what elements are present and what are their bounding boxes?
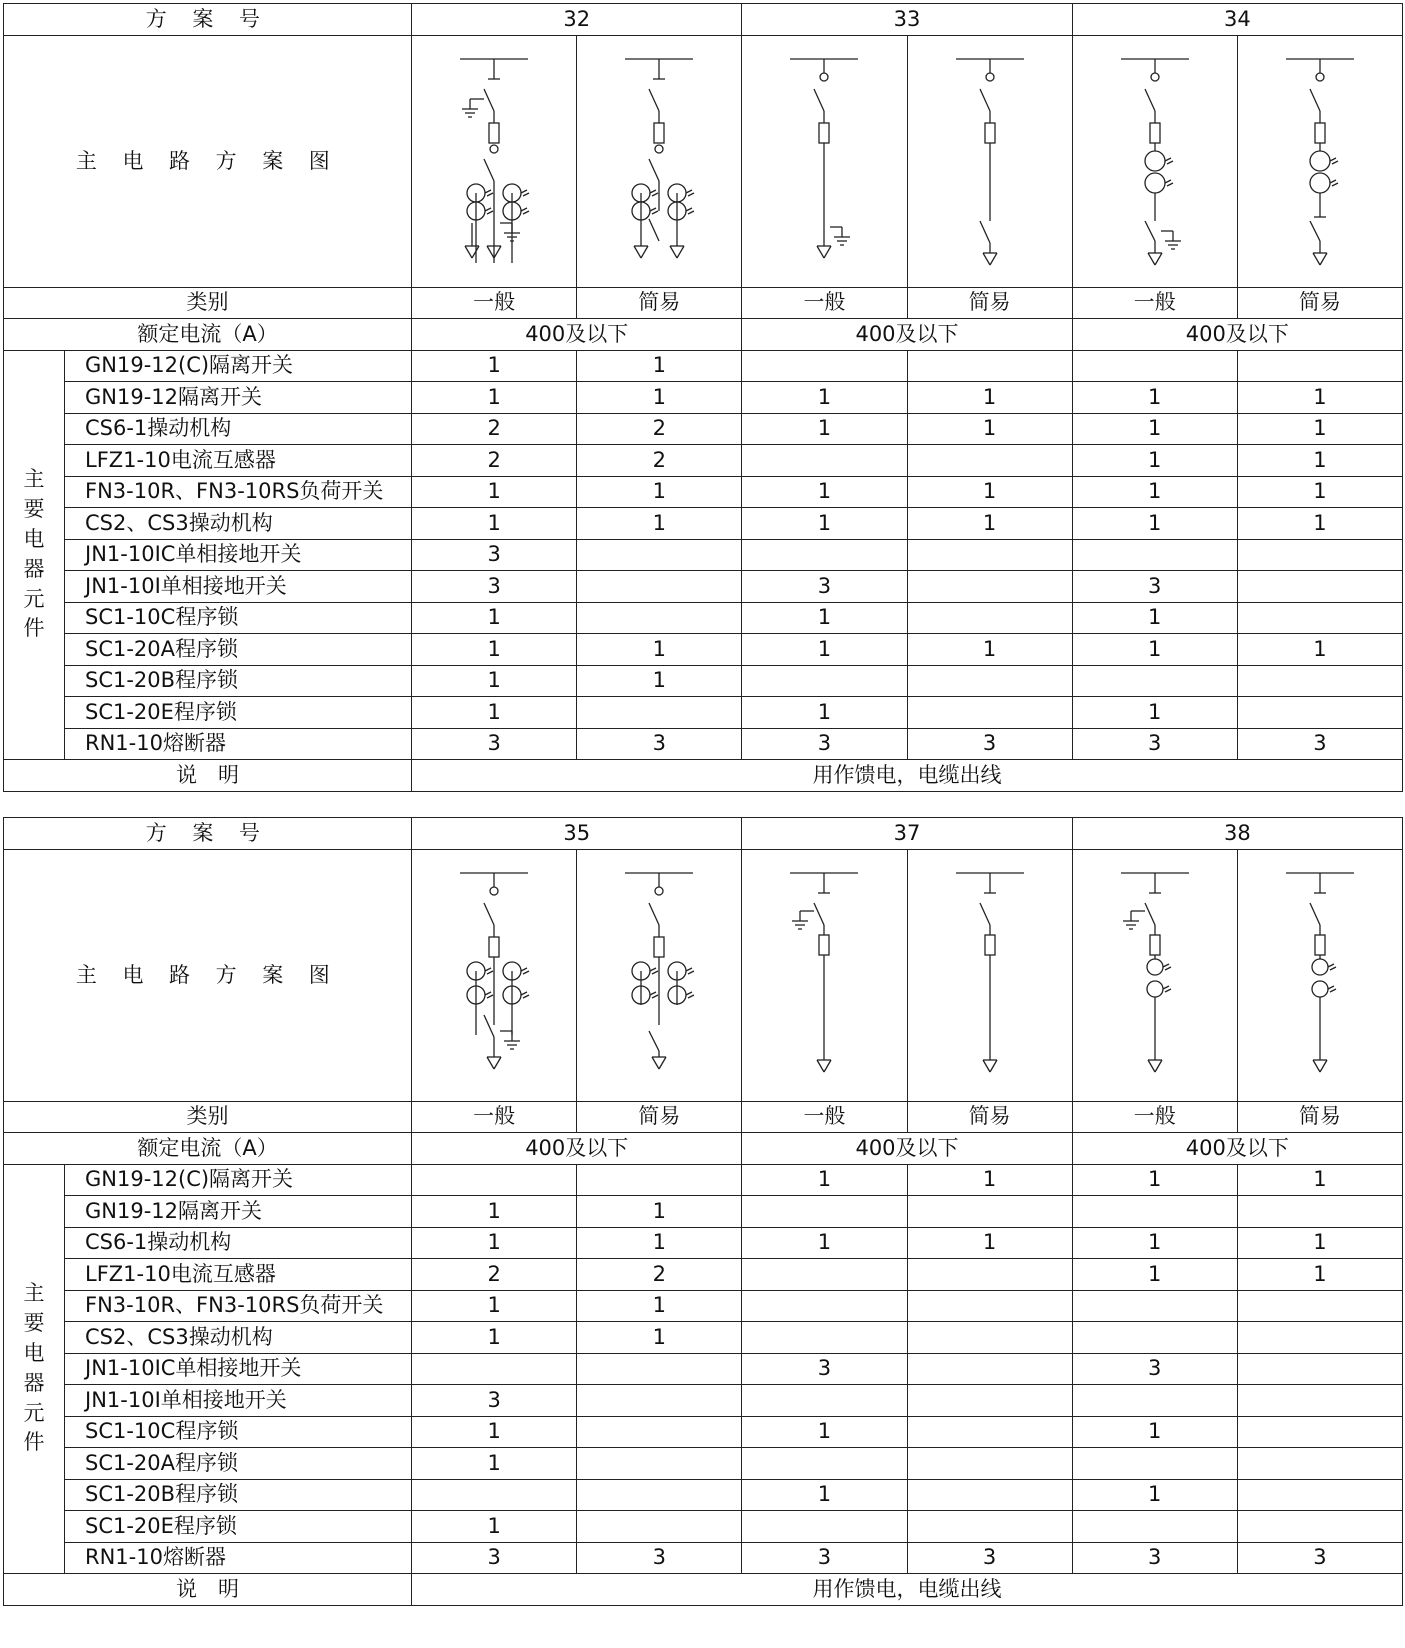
component-quantity: 1 — [1072, 1416, 1237, 1448]
table-row — [4, 382, 1403, 414]
component-quantity: 3 — [577, 1542, 742, 1574]
component-quantity: 1 — [1072, 602, 1237, 634]
note-text: 用作馈电，电缆出线 — [412, 1574, 1403, 1606]
note-row — [4, 1574, 1403, 1606]
component-quantity: 2 — [412, 1259, 577, 1291]
component-quantity: 1 — [1072, 1227, 1237, 1259]
component-quantity: 3 — [1072, 571, 1237, 603]
table-row — [4, 1479, 1403, 1511]
table-row — [4, 1542, 1403, 1574]
component-quantity: 1 — [1237, 508, 1402, 540]
table-row — [4, 728, 1403, 760]
component-name: LFZ1-10电流互感器 — [65, 1259, 412, 1291]
component-quantity — [1237, 1196, 1402, 1228]
component-quantity — [742, 1259, 907, 1291]
component-name: CS2、CS3操动机构 — [65, 1322, 412, 1354]
component-quantity: 1 — [412, 1290, 577, 1322]
component-quantity — [1237, 697, 1402, 729]
circuit-diagram-35-general — [412, 849, 577, 1101]
component-quantity — [1072, 1385, 1237, 1417]
category-value: 简易 — [907, 287, 1072, 319]
component-quantity: 1 — [412, 1227, 577, 1259]
table-row — [4, 413, 1403, 445]
circuit-diagram-32-simple — [577, 35, 742, 287]
component-quantity — [742, 1322, 907, 1354]
component-quantity: 1 — [1072, 697, 1237, 729]
component-quantity — [1072, 1290, 1237, 1322]
component-quantity: 2 — [412, 445, 577, 477]
component-quantity — [1072, 665, 1237, 697]
component-quantity: 3 — [412, 1385, 577, 1417]
component-quantity: 1 — [742, 1164, 907, 1196]
component-name: JN1-10I单相接地开关 — [65, 1385, 412, 1417]
category-label: 类别 — [4, 1101, 412, 1133]
circuit-diagram-38-simple — [1237, 849, 1402, 1101]
component-quantity: 1 — [412, 1196, 577, 1228]
component-quantity: 1 — [742, 602, 907, 634]
component-quantity — [742, 350, 907, 382]
component-name: SC1-20A程序锁 — [65, 1448, 412, 1480]
component-name: SC1-20B程序锁 — [65, 665, 412, 697]
component-quantity — [907, 445, 1072, 477]
scheme-table-2 — [3, 817, 1403, 1606]
component-group-label: 主 要 电 器 元 件 — [4, 350, 65, 760]
category-label: 类别 — [4, 287, 412, 319]
component-quantity: 1 — [1237, 634, 1402, 666]
table-row — [4, 665, 1403, 697]
component-name: LFZ1-10电流互感器 — [65, 445, 412, 477]
component-quantity — [742, 665, 907, 697]
component-quantity — [907, 1196, 1072, 1228]
component-quantity — [1237, 1385, 1402, 1417]
component-quantity — [1237, 1448, 1402, 1480]
component-name: CS6-1操动机构 — [65, 1227, 412, 1259]
table-row — [4, 1511, 1403, 1543]
table-row — [4, 1164, 1403, 1196]
component-quantity: 1 — [1237, 382, 1402, 414]
component-quantity — [1237, 1290, 1402, 1322]
category-row — [4, 1101, 1403, 1133]
table-row — [4, 697, 1403, 729]
component-quantity: 1 — [1072, 382, 1237, 414]
component-quantity — [1237, 665, 1402, 697]
component-quantity: 3 — [742, 571, 907, 603]
component-quantity — [907, 697, 1072, 729]
component-quantity — [577, 697, 742, 729]
component-name: CS2、CS3操动机构 — [65, 508, 412, 540]
circuit-diagram-33-simple — [907, 35, 1072, 287]
table-row — [4, 571, 1403, 603]
component-quantity — [1072, 350, 1237, 382]
component-name: JN1-10IC单相接地开关 — [65, 539, 412, 571]
category-value: 简易 — [1237, 287, 1402, 319]
component-quantity — [907, 1479, 1072, 1511]
diagram-label: 主 电 路 方 案 图 — [4, 35, 412, 287]
table-row — [4, 1448, 1403, 1480]
component-quantity: 1 — [742, 413, 907, 445]
table-row — [4, 1322, 1403, 1354]
component-quantity: 1 — [742, 1227, 907, 1259]
table-row — [4, 1353, 1403, 1385]
scheme-number: 34 — [1072, 4, 1402, 36]
component-quantity: 1 — [577, 476, 742, 508]
component-quantity — [907, 665, 1072, 697]
circuit-diagram-34-simple — [1237, 35, 1402, 287]
component-quantity — [577, 1164, 742, 1196]
category-value: 简易 — [1237, 1101, 1402, 1133]
component-quantity: 1 — [1237, 1164, 1402, 1196]
component-quantity — [577, 539, 742, 571]
circuit-diagram-32-general — [412, 35, 577, 287]
component-quantity — [1072, 1448, 1237, 1480]
component-quantity — [907, 602, 1072, 634]
circuit-diagram-37-simple — [907, 849, 1072, 1101]
rated-current-label: 额定电流（A） — [4, 319, 412, 351]
component-group-label: 主 要 电 器 元 件 — [4, 1164, 65, 1574]
table-row — [4, 445, 1403, 477]
component-quantity: 1 — [907, 382, 1072, 414]
component-quantity — [907, 1448, 1072, 1480]
table-row — [4, 602, 1403, 634]
component-quantity — [1237, 1511, 1402, 1543]
component-quantity: 3 — [742, 1542, 907, 1574]
component-quantity — [1237, 539, 1402, 571]
component-name: RN1-10熔断器 — [65, 1542, 412, 1574]
category-value: 一般 — [412, 1101, 577, 1133]
component-quantity — [907, 539, 1072, 571]
component-quantity: 1 — [742, 1479, 907, 1511]
component-quantity: 1 — [1072, 634, 1237, 666]
component-quantity — [1237, 1416, 1402, 1448]
component-quantity — [577, 571, 742, 603]
component-name: JN1-10IC单相接地开关 — [65, 1353, 412, 1385]
component-name: RN1-10熔断器 — [65, 728, 412, 760]
diagram-row — [4, 35, 1403, 287]
component-quantity: 1 — [1237, 1227, 1402, 1259]
component-quantity: 1 — [577, 350, 742, 382]
component-quantity: 1 — [907, 476, 1072, 508]
scheme-number: 35 — [412, 818, 742, 850]
category-value: 简易 — [577, 287, 742, 319]
component-quantity: 1 — [412, 602, 577, 634]
component-quantity — [1237, 1322, 1402, 1354]
component-quantity: 3 — [1072, 1353, 1237, 1385]
scheme-number: 38 — [1072, 818, 1402, 850]
component-quantity: 2 — [577, 445, 742, 477]
category-value: 一般 — [742, 287, 907, 319]
component-quantity: 1 — [577, 1290, 742, 1322]
component-quantity: 1 — [907, 634, 1072, 666]
component-quantity — [742, 1290, 907, 1322]
component-name: JN1-10I单相接地开关 — [65, 571, 412, 603]
component-quantity — [742, 539, 907, 571]
category-row — [4, 287, 1403, 319]
scheme-number: 37 — [742, 818, 1072, 850]
component-quantity: 3 — [907, 728, 1072, 760]
component-quantity: 1 — [1237, 476, 1402, 508]
table-row — [4, 1196, 1403, 1228]
component-quantity — [412, 1353, 577, 1385]
category-value: 一般 — [1072, 1101, 1237, 1133]
component-name: SC1-20B程序锁 — [65, 1479, 412, 1511]
component-quantity — [907, 571, 1072, 603]
component-quantity: 3 — [412, 1542, 577, 1574]
component-quantity: 1 — [412, 665, 577, 697]
component-name: FN3-10R、FN3-10RS负荷开关 — [65, 1290, 412, 1322]
component-quantity — [742, 1385, 907, 1417]
component-quantity: 3 — [1237, 728, 1402, 760]
component-name: GN19-12(C)隔离开关 — [65, 1164, 412, 1196]
component-quantity: 1 — [577, 508, 742, 540]
component-quantity: 1 — [742, 634, 907, 666]
diagram-row — [4, 849, 1403, 1101]
circuit-diagram-34-general — [1072, 35, 1237, 287]
category-value: 简易 — [907, 1101, 1072, 1133]
component-quantity — [907, 1353, 1072, 1385]
component-quantity — [577, 1353, 742, 1385]
component-quantity: 1 — [412, 1416, 577, 1448]
note-label: 说 明 — [4, 1574, 412, 1606]
component-name: SC1-20E程序锁 — [65, 697, 412, 729]
scheme-table-1 — [3, 3, 1403, 792]
component-quantity: 1 — [412, 350, 577, 382]
component-quantity: 1 — [1072, 476, 1237, 508]
component-quantity: 1 — [1237, 413, 1402, 445]
component-quantity: 1 — [1072, 413, 1237, 445]
circuit-diagram-33-general — [742, 35, 907, 287]
component-quantity: 1 — [577, 634, 742, 666]
scheme-header-row — [4, 4, 1403, 36]
table-row — [4, 476, 1403, 508]
component-quantity: 1 — [577, 1196, 742, 1228]
rated-current-value: 400及以下 — [412, 1133, 742, 1165]
rated-current-row — [4, 319, 1403, 351]
component-quantity: 1 — [577, 382, 742, 414]
circuit-diagram-37-general — [742, 849, 907, 1101]
component-quantity: 1 — [1072, 1164, 1237, 1196]
component-quantity: 3 — [742, 728, 907, 760]
component-quantity: 2 — [577, 1259, 742, 1291]
table-row — [4, 350, 1403, 382]
component-quantity: 1 — [412, 697, 577, 729]
note-row — [4, 760, 1403, 792]
component-quantity — [907, 1385, 1072, 1417]
component-quantity — [907, 1259, 1072, 1291]
table-row — [4, 1259, 1403, 1291]
note-text: 用作馈电，电缆出线 — [412, 760, 1403, 792]
component-quantity — [577, 1416, 742, 1448]
category-value: 一般 — [412, 287, 577, 319]
component-quantity — [577, 1479, 742, 1511]
component-name: FN3-10R、FN3-10RS负荷开关 — [65, 476, 412, 508]
component-quantity: 1 — [577, 1227, 742, 1259]
component-quantity: 3 — [577, 728, 742, 760]
component-quantity: 3 — [412, 539, 577, 571]
rated-current-value: 400及以下 — [742, 319, 1072, 351]
circuit-diagram-38-general — [1072, 849, 1237, 1101]
component-quantity: 3 — [907, 1542, 1072, 1574]
component-quantity: 3 — [1072, 1542, 1237, 1574]
component-quantity: 1 — [412, 1448, 577, 1480]
component-quantity: 1 — [412, 382, 577, 414]
table-row — [4, 1227, 1403, 1259]
rated-current-value: 400及以下 — [412, 319, 742, 351]
component-quantity — [577, 1448, 742, 1480]
component-quantity — [577, 1385, 742, 1417]
component-quantity: 1 — [1072, 1259, 1237, 1291]
component-quantity — [1237, 1479, 1402, 1511]
category-value: 一般 — [742, 1101, 907, 1133]
component-quantity — [1072, 1196, 1237, 1228]
rated-current-row — [4, 1133, 1403, 1165]
component-quantity — [907, 1322, 1072, 1354]
component-quantity — [1237, 602, 1402, 634]
component-quantity — [1072, 1322, 1237, 1354]
component-quantity: 1 — [742, 508, 907, 540]
component-name: SC1-10C程序锁 — [65, 602, 412, 634]
scheme-number-label: 方 案 号 — [4, 4, 412, 36]
component-quantity — [742, 1448, 907, 1480]
component-quantity — [1237, 350, 1402, 382]
table-row — [4, 539, 1403, 571]
component-name: GN19-12隔离开关 — [65, 1196, 412, 1228]
component-quantity: 1 — [577, 1322, 742, 1354]
category-value: 简易 — [577, 1101, 742, 1133]
component-quantity: 1 — [412, 1322, 577, 1354]
scheme-header-row — [4, 818, 1403, 850]
component-name: SC1-20A程序锁 — [65, 634, 412, 666]
component-quantity: 3 — [412, 728, 577, 760]
component-quantity: 2 — [412, 413, 577, 445]
component-quantity — [742, 1511, 907, 1543]
component-quantity: 1 — [577, 665, 742, 697]
component-quantity — [412, 1164, 577, 1196]
component-quantity: 1 — [907, 1164, 1072, 1196]
component-name: GN19-12隔离开关 — [65, 382, 412, 414]
component-quantity: 1 — [1072, 1479, 1237, 1511]
component-quantity: 3 — [1237, 1542, 1402, 1574]
component-quantity — [742, 445, 907, 477]
rated-current-value: 400及以下 — [742, 1133, 1072, 1165]
component-quantity: 1 — [742, 476, 907, 508]
rated-current-value: 400及以下 — [1072, 1133, 1402, 1165]
component-quantity: 3 — [742, 1353, 907, 1385]
category-value: 一般 — [1072, 287, 1237, 319]
component-quantity: 2 — [577, 413, 742, 445]
component-quantity — [577, 602, 742, 634]
component-quantity — [907, 350, 1072, 382]
component-quantity — [907, 1416, 1072, 1448]
diagram-label: 主 电 路 方 案 图 — [4, 849, 412, 1101]
table-row — [4, 634, 1403, 666]
scheme-number: 32 — [412, 4, 742, 36]
component-quantity: 1 — [907, 413, 1072, 445]
component-quantity: 1 — [1237, 1259, 1402, 1291]
circuit-diagram-35-simple — [577, 849, 742, 1101]
component-quantity: 1 — [742, 697, 907, 729]
component-quantity: 1 — [907, 1227, 1072, 1259]
table-row — [4, 1385, 1403, 1417]
component-quantity: 1 — [412, 1511, 577, 1543]
component-quantity: 1 — [907, 508, 1072, 540]
component-quantity — [907, 1290, 1072, 1322]
component-quantity: 1 — [1072, 445, 1237, 477]
component-quantity — [1237, 1353, 1402, 1385]
component-quantity: 3 — [1072, 728, 1237, 760]
rated-current-label: 额定电流（A） — [4, 1133, 412, 1165]
component-name: SC1-10C程序锁 — [65, 1416, 412, 1448]
component-quantity: 1 — [742, 1416, 907, 1448]
table-row — [4, 1290, 1403, 1322]
component-quantity: 1 — [412, 476, 577, 508]
component-name: SC1-20E程序锁 — [65, 1511, 412, 1543]
component-name: CS6-1操动机构 — [65, 413, 412, 445]
component-quantity — [742, 1196, 907, 1228]
scheme-number-label: 方 案 号 — [4, 818, 412, 850]
component-quantity — [907, 1511, 1072, 1543]
table-row — [4, 508, 1403, 540]
scheme-number: 33 — [742, 4, 1072, 36]
component-quantity — [1072, 1511, 1237, 1543]
component-name: GN19-12(C)隔离开关 — [65, 350, 412, 382]
component-quantity: 1 — [1237, 445, 1402, 477]
component-quantity — [577, 1511, 742, 1543]
component-quantity: 1 — [1072, 508, 1237, 540]
component-quantity — [412, 1479, 577, 1511]
component-quantity: 3 — [412, 571, 577, 603]
component-quantity: 1 — [412, 508, 577, 540]
table-row — [4, 1416, 1403, 1448]
component-quantity — [1072, 539, 1237, 571]
component-quantity — [1237, 571, 1402, 603]
component-quantity: 1 — [742, 382, 907, 414]
component-quantity: 1 — [412, 634, 577, 666]
note-label: 说 明 — [4, 760, 412, 792]
rated-current-value: 400及以下 — [1072, 319, 1402, 351]
